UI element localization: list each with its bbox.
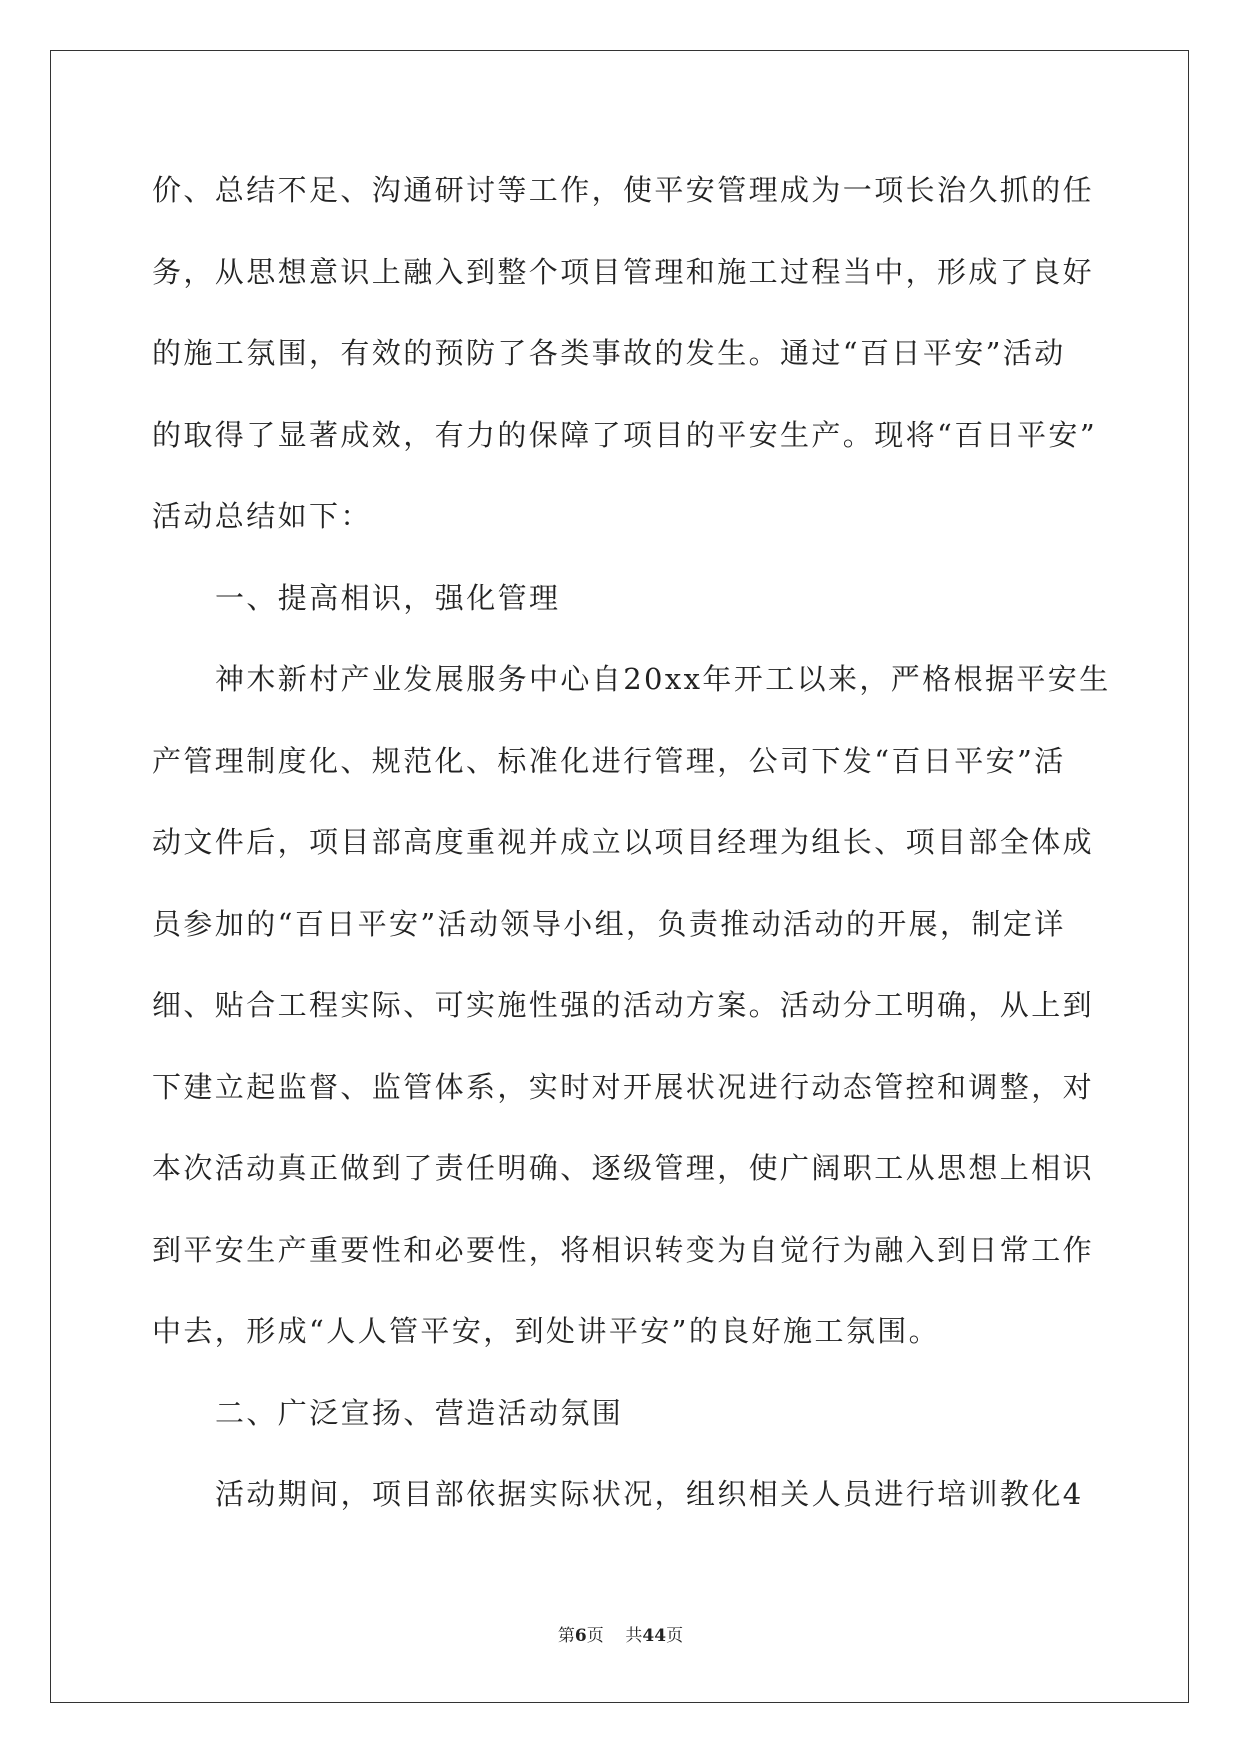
body-line: 的取得了显著成效，有力的保障了项目的平安生产。现将“百日平安” bbox=[152, 417, 1098, 452]
body-line: 员参加的“百日平安”活动领导小组，负责推动活动的开展，制定详 bbox=[152, 906, 1066, 941]
footer-total-pages: 44 bbox=[642, 1626, 667, 1646]
body-line: 本次活动真正做到了责任明确、逐级管理，使广阔职工从思想上相识 bbox=[152, 1151, 1095, 1185]
footer-total-prefix: 共 bbox=[625, 1626, 643, 1646]
body-line: 活动期间，项目部依据实际状况，组织相关人员进行培训教化4 bbox=[215, 1477, 1084, 1511]
footer-page-suffix: 页 bbox=[586, 1626, 604, 1646]
footer-page-number: 6 bbox=[574, 1626, 587, 1646]
body-line: 价、总结不足、沟通研讨等工作，使平安管理成为一项长治久抓的任 bbox=[152, 173, 1095, 207]
section-heading: 二、广泛宣扬、营造活动氛围 bbox=[215, 1395, 624, 1430]
footer-total-suffix: 页 bbox=[666, 1626, 684, 1646]
page-footer bbox=[0, 1621, 1241, 1646]
footer-page-prefix: 第 bbox=[557, 1626, 575, 1646]
body-line: 中去，形成“人人管平安，到处讲平安”的良好施工氛围。 bbox=[152, 1314, 941, 1348]
body-line: 动文件后，项目部高度重视并成立以项目经理为组长、项目部全体成 bbox=[152, 825, 1095, 859]
body-line: 的施工氛围，有效的预防了各类事故的发生。通过“百日平安”活动 bbox=[152, 336, 1066, 370]
body-line: 下建立起监督、监管体系，实时对开展状况进行动态管控和调整，对 bbox=[152, 1069, 1095, 1104]
body-line: 到平安生产重要性和必要性，将相识转变为自觉行为融入到日常工作 bbox=[152, 1232, 1095, 1267]
body-line: 务，从思想意识上融入到整个项目管理和施工过程当中，形成了良好 bbox=[152, 254, 1095, 289]
body-line: 细、贴合工程实际、可实施性强的活动方案。活动分工明确，从上到 bbox=[152, 988, 1095, 1022]
document-body bbox=[152, 162, 1111, 1548]
body-line: 神木新村产业发展服务中心自20xx年开工以来，严格根据平安生 bbox=[215, 662, 1111, 696]
body-line: 活动总结如下： bbox=[152, 499, 372, 533]
section-heading: 一、提高相识，强化管理 bbox=[215, 580, 561, 615]
body-line: 产管理制度化、规范化、标准化进行管理，公司下发“百日平安”活 bbox=[152, 743, 1066, 778]
